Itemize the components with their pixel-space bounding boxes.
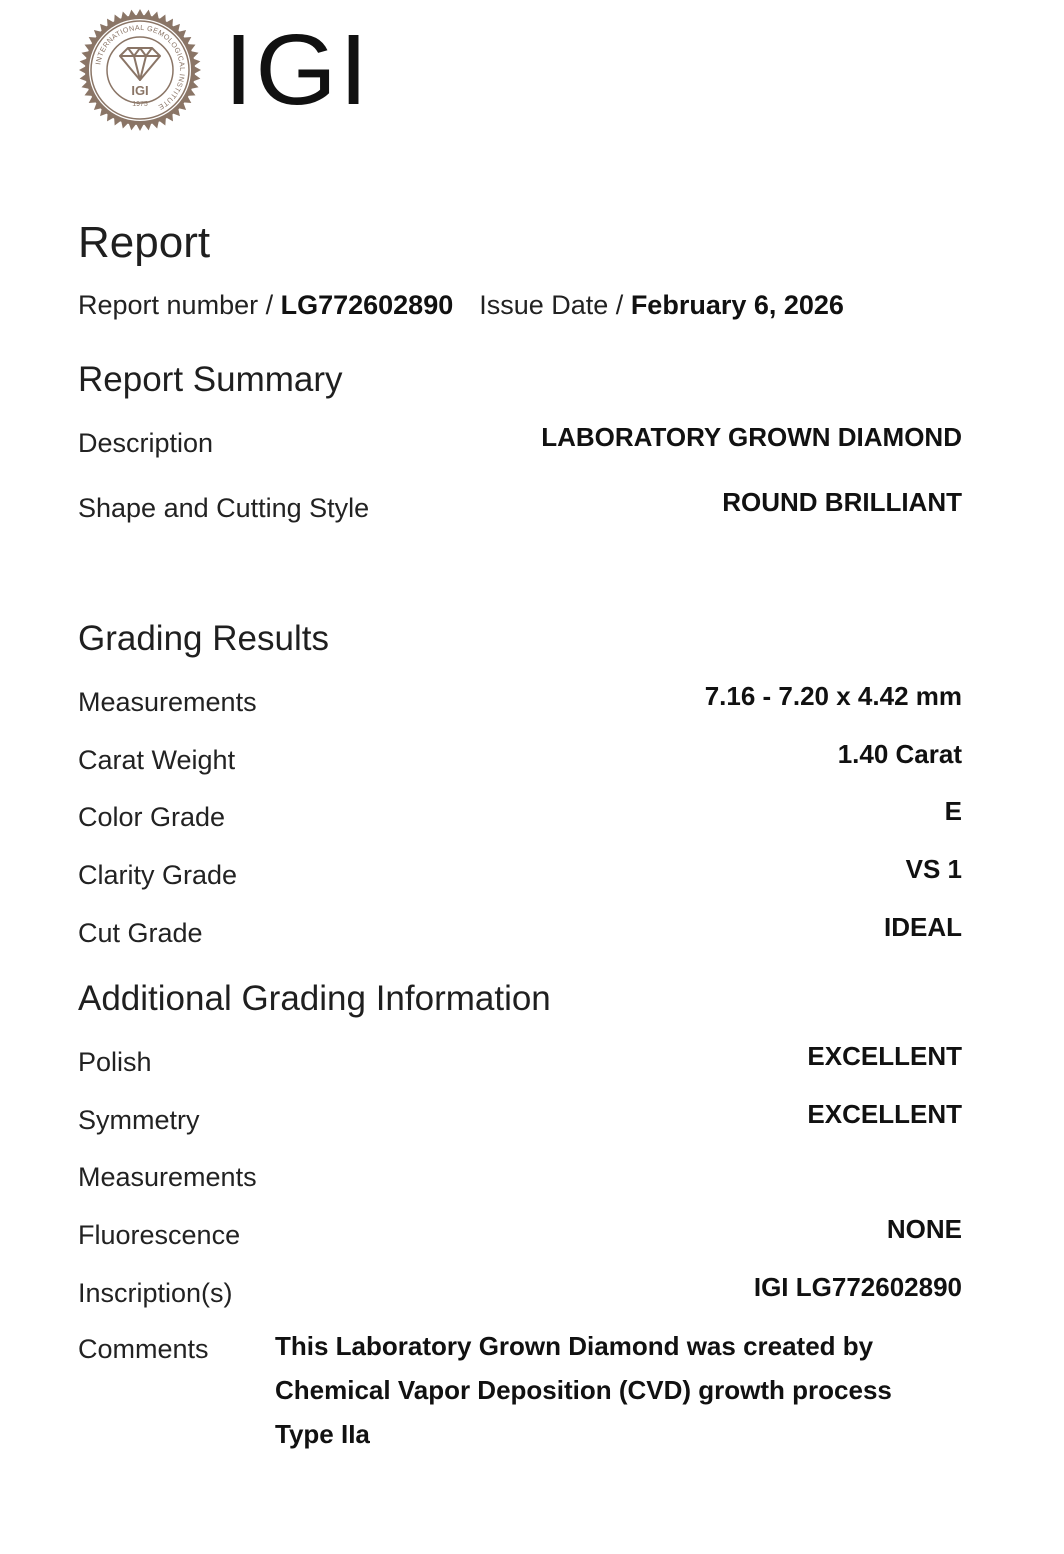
row-label: Shape and Cutting Style	[78, 493, 370, 523]
igi-seal-icon	[78, 8, 202, 132]
comments-line: Type IIa	[275, 1419, 370, 1449]
summary-row-description	[78, 422, 962, 462]
row-label: Symmetry	[78, 1105, 200, 1135]
report-meta	[78, 290, 844, 321]
additional-title: Additional Grading Information	[78, 979, 551, 1018]
additional-row-polish	[78, 1041, 962, 1081]
report-number-value: LG772602890	[280, 290, 454, 320]
row-label: Description	[78, 428, 214, 458]
row-value: LABORATORY GROWN DIAMOND	[541, 422, 962, 452]
additional-row-symmetry	[78, 1099, 962, 1139]
comments-label: Comments	[78, 1334, 209, 1364]
summary-row-shape	[78, 487, 962, 527]
row-value: EXCELLENT	[807, 1041, 962, 1071]
seal-monogram: IGI	[131, 83, 149, 98]
row-label: Cut Grade	[78, 918, 203, 948]
issue-date-label: Issue Date /	[479, 290, 631, 320]
row-label: Clarity Grade	[78, 860, 238, 890]
row-value: 1.40 Carat	[837, 739, 962, 769]
row-value: VS 1	[905, 854, 962, 884]
grading-row-carat	[78, 739, 962, 779]
additional-row-inscription	[78, 1272, 962, 1312]
igi-logo	[78, 8, 371, 132]
row-label: Color Grade	[78, 802, 226, 832]
row-label: Measurements	[78, 1162, 257, 1192]
summary-title: Report Summary	[78, 360, 343, 399]
grading-row-measurements	[78, 681, 962, 721]
seal-year: 1975	[132, 101, 148, 108]
row-label: Inscription(s)	[78, 1278, 233, 1308]
additional-row-measurements	[78, 1156, 962, 1196]
grading-row-clarity	[78, 854, 962, 894]
grading-row-cut	[78, 912, 962, 952]
row-value: EXCELLENT	[807, 1099, 962, 1129]
issue-date-value: February 6, 2026	[630, 290, 844, 320]
additional-row-fluorescence	[78, 1214, 962, 1254]
row-value: ROUND BRILLIANT	[722, 487, 962, 517]
comments-line: This Laboratory Grown Diamond was created by	[275, 1331, 874, 1361]
row-value: 7.16 - 7.20 x 4.42 mm	[704, 681, 962, 711]
igi-wordmark: IGI	[224, 14, 371, 126]
row-value: NONE	[886, 1214, 962, 1244]
row-label: Carat Weight	[78, 745, 236, 775]
page-title: Report	[78, 218, 211, 267]
seal-ring-text: INTERNATIONAL GEMOLOGICAL INSTITUTE	[93, 22, 188, 113]
comments-text	[275, 1324, 955, 1456]
grading-title: Grading Results	[78, 619, 329, 658]
row-label: Polish	[78, 1047, 152, 1077]
row-value: E	[944, 796, 962, 826]
comments-line: Chemical Vapor Deposition (CVD) growth process	[275, 1375, 892, 1405]
row-value: IDEAL	[884, 912, 962, 942]
grading-row-color	[78, 796, 962, 836]
row-value: IGI LG772602890	[753, 1272, 962, 1302]
row-label: Measurements	[78, 687, 257, 717]
row-label: Fluorescence	[78, 1220, 241, 1250]
report-number-label: Report number /	[78, 290, 281, 320]
